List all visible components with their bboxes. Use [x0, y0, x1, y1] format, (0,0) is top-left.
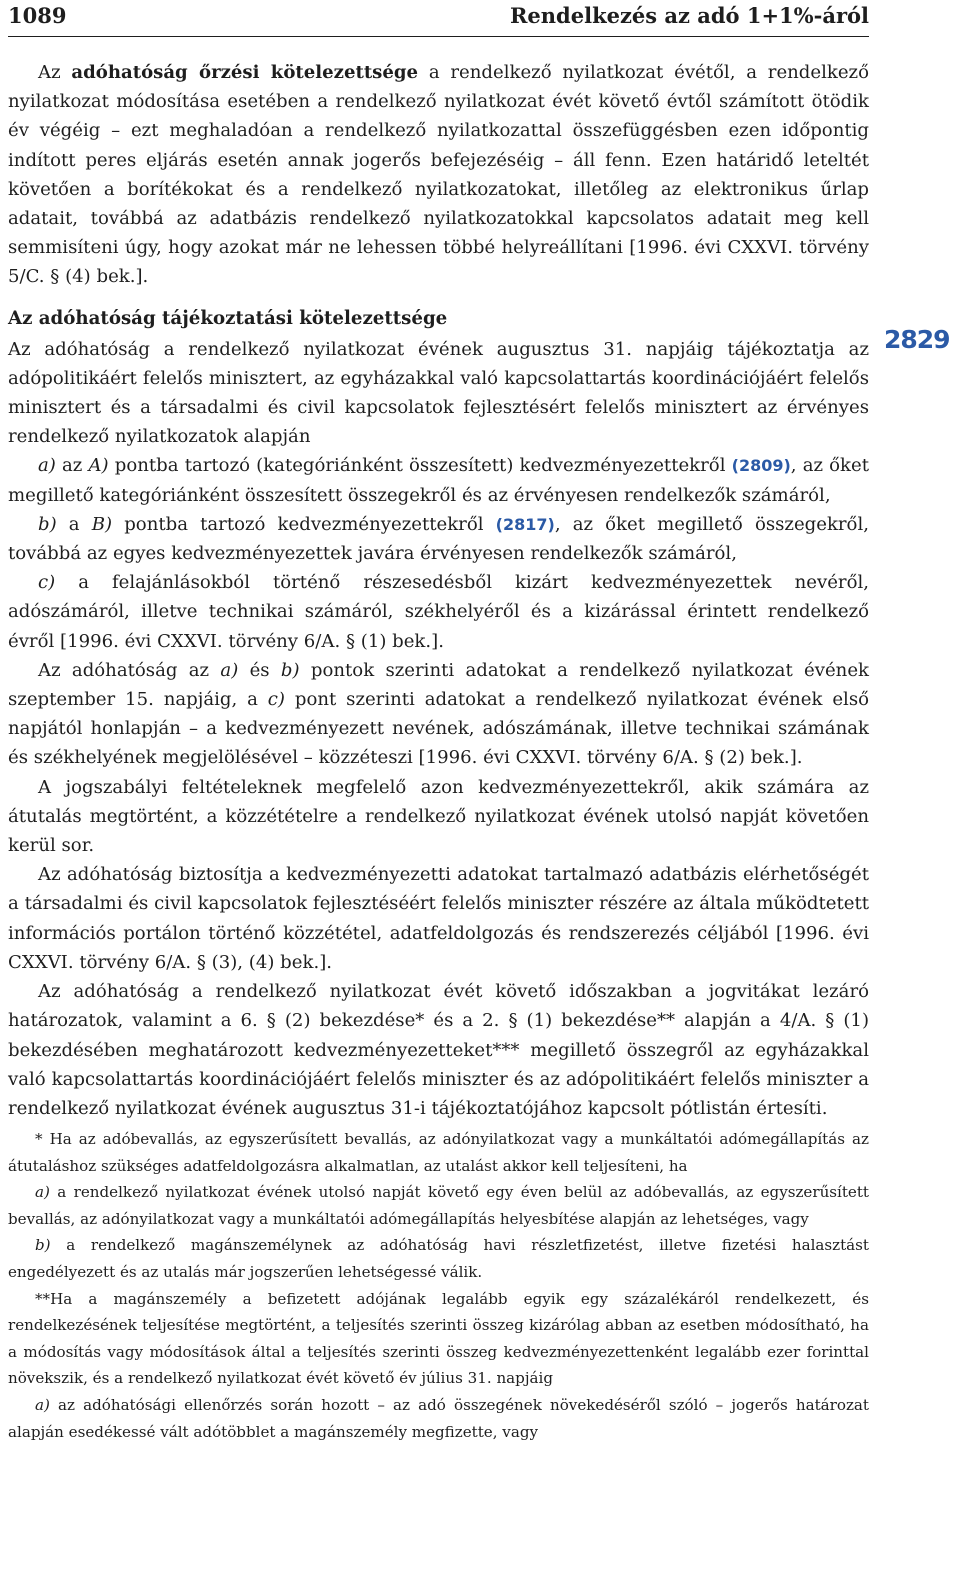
section-heading: Az adóhatóság tájékoztatási kötelezettsége — [8, 307, 448, 329]
paragraph-publication: Az adóhatóság az a) és b) pontok szerinti adatokat a rendelkező nyilatkozat évének szeptember 15. napjáig, a c) pont szerinti adatokat a rendelkező nyilatkozat évének első napjától honlapján – a kedvezményezett nevének, adószámának, illetve technikai számának és székhelyének megjelölésével – közzéteszi [1996. évi CXXVI. törvény 6/A. § (2) bek.]. — [8, 659, 869, 769]
footnote-1-item-a: a) a rendelkező nyilatkozat évének utolsó napját követő egy éven belül az adóbevallás, az egyszerűsített bevallás, az adónyilatkozat vagy a munkáltatói adómegállapítás helyesbítése alapján az lehetséges, vagy — [8, 1183, 869, 1228]
footnote-2: **Ha a magánszemély a befizetett adójának legalább egyik egy százalékáról rendelkezett, és rendelkezésének teljesítése megtörtént, a teljesítés szerinti összeg kizárólag abban az esetben módosítható, ha a módosítás vagy módosítások által a teljesítés szerinti összeg kedvezményezettenként legalább ezer forinttal növekszik, és a rendelkező nyilatkozat évét követő év július 31. napjáig — [8, 1289, 869, 1388]
list-item-b: b) a B) pontba tartozó kedvezményezettekről (2817), az őket megillető összegekről, továbbá az egyes kedvezményezettek javára érvényesen rendelkezők számáról, — [8, 513, 869, 565]
list-item-a: a) az A) pontba tartozó (kategóriánként összesített) kedvezményezettekről (2809), az őket megillető kategóriánként összesített összegekről és az érvényesen rendelkezők számáról, — [8, 455, 870, 506]
footnote-1-item-b: b) a rendelkező magánszemélynek az adóhatóság havi részletfizetést, illetve fizetési halasztást engedélyezett és az utalás már jogszerűen lehetségessé válik. — [8, 1236, 869, 1282]
running-title: Rendelkezés az adó 1+1%-áról — [509, 3, 869, 28]
list-item-c: c) a felajánlásokból történő részesedésből kizárt kedvezményezettek nevéről, adószámáról, illetve technikai számáról, székhelyéről és a kizárással érintett rendelkező évről [1996. évi CXXVI. törvény 6/A. § (1) bek.]. — [8, 572, 869, 652]
page-number: 1089 — [8, 3, 67, 28]
cross-reference-link[interactable]: (2817) — [495, 514, 555, 534]
paragraph-information-duty: Az adóhatóság a rendelkező nyilatkozat évének augusztus 31. napjáig tájékoztatja az adópolitikáért felelős minisztert, az egyházakkal való kapcsolattartás koordinációjáért felelős minisztert és a társadalmi és civil kapcsolatok fejlesztésért felelős minisztert az érvényes rendelkező nyilatkozatok alapján — [8, 338, 869, 448]
paragraph-publication-timing: A jogszabályi feltételeknek megfelelő azon kedvezményezettekről, akik számára az átutalás megtörtént, a közzétételre a rendelkező nyilatkozat évének utolsó napját követően kerül sor. — [8, 776, 869, 857]
paragraph-retention: Az adóhatóság őrzési kötelezettsége a rendelkező nyilatkozat évétől, a rendelkező nyilatkozat módosítása esetében a rendelkező nyilatkozat évét követő évtől számított ötödik év végéig – ezt meghaladóan a rendelkező nyilatkozattal összefüggésben ezen időpontig indított peres eljárás esetén annak jogerős befejezéséig – áll fenn. Ezen határidő leteltét követően a borítékokat és a rendelkező nyilatkozatokat, illetőleg az elektronikus űrlap adatait, továbbá az adatbázis rendelkező nyilatkozatokkal kapcsolatos adatait meg kell semmisíteni úgy, hogy azokat már ne lehessen többé helyreállítani [1996. évi CXXVI. törvény 5/C. § (4) bek.]. — [8, 62, 869, 288]
paragraph-database-access: Az adóhatóság biztosítja a kedvezményezetti adatokat tartalmazó adatbázis elérhetőségét a társadalmi és civil kapcsolatok fejlesztéséért felelős miniszter részére az általa működtetett információs portálon történő közzététel, adatfeldolgozás és rendszerezés céljából [1996. évi CXXVI. törvény 6/A. § (3), (4) bek.]. — [8, 864, 869, 973]
footnote-1: * Ha az adóbevallás, az egyszerűsített bevallás, az adónyilatkozat vagy a munkáltatói adómegállapítás az átutaláshoz szükséges adatfeldolgozásra alkalmatlan, az utalást akkor kell teljesíteni, ha — [8, 1130, 869, 1175]
page-body — [8, 58, 869, 1445]
page-header — [8, 0, 869, 37]
footnote-2-item-a: a) az adóhatósági ellenőrzés során hozott – az adó összegének növekedéséről szóló – jogerős határozat alapján esedékessé vált adótöbblet a magánszemély megfizette, vagy — [8, 1396, 869, 1441]
cross-reference-link[interactable]: (2809) — [731, 456, 791, 476]
margin-number: 2829 — [884, 325, 950, 354]
paragraph-supplementary-list: Az adóhatóság a rendelkező nyilatkozat évét követő időszakban a jogvitákat lezáró határozatok, valamint a 6. § (2) bekezdése* és a 2. § (1) bekezdése** alapján a 4/A. § (1) bekezdésében meghatározott kedvezményezetteket*** megillető összegről az egyházakkal való kapcsolattartás koordinációjáért felelős miniszter és az adópolitikáért felelős miniszter a rendelkező nyilatkozat évének augusztus 31-i tájékoztatójához kapcsolt pótlistán értesíti. — [8, 981, 869, 1119]
